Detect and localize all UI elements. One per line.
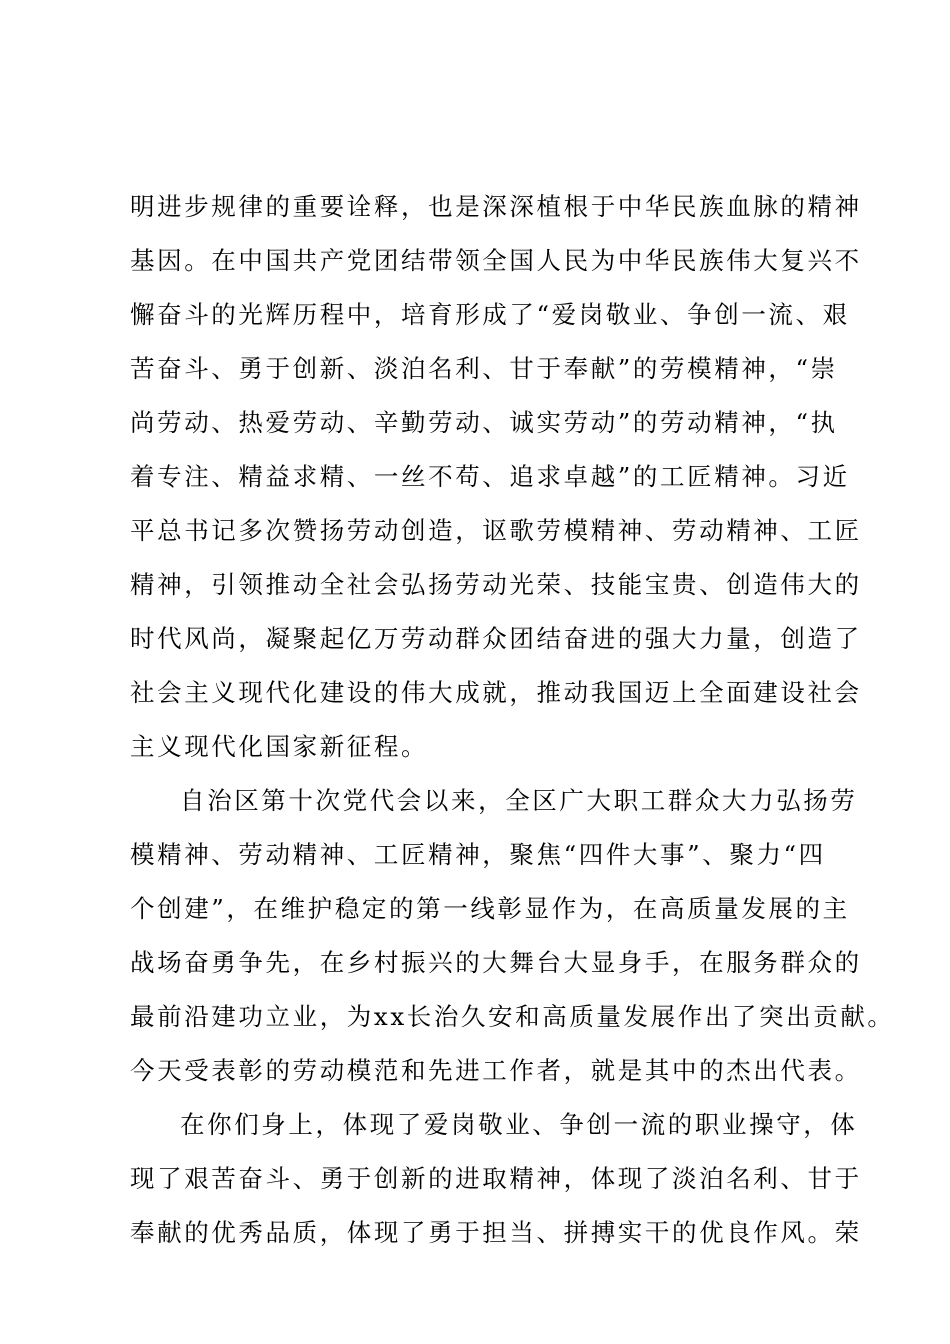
text-line: 尚劳动、热爱劳动、辛勤劳动、诚实劳动”的劳动精神，“执 — [130, 408, 838, 437]
text-line: 时代风尚，凝聚起亿万劳动群众团结奋进的强大力量，创造了 — [130, 624, 862, 653]
text-line: 最前沿建功立业，为xx长治久安和高质量发展作出了突出贡献。 — [130, 1002, 895, 1031]
text-line: 社会主义现代化建设的伟大成就，推动我国迈上全面建设社会 — [130, 678, 862, 707]
text-line: 精神，引领推动全社会弘扬劳动光荣、技能宝贵、创造伟大的 — [130, 570, 862, 599]
text-line: 个创建”，在维护稳定的第一线彰显作为，在高质量发展的主 — [130, 894, 850, 923]
text-line: 平总书记多次赞扬劳动创造，讴歌劳模精神、劳动精神、工匠 — [130, 516, 862, 545]
text-line: 奉献的优秀品质，体现了勇于担当、拼搏实干的优良作风。荣 — [130, 1218, 862, 1247]
text-line: 懈奋斗的光辉历程中，培育形成了“爱岗敬业、争创一流、艰 — [130, 300, 850, 329]
paragraph-2 — [130, 774, 895, 1098]
text-line: 模精神、劳动精神、工匠精神，聚焦“四件大事”、聚力“四 — [130, 840, 826, 869]
paragraph-3 — [130, 1098, 862, 1260]
body-text — [130, 180, 895, 1260]
text-line: 自治区第十次党代会以来，全区广大职工群众大力弘扬劳 — [180, 786, 858, 815]
text-line: 主义现代化国家新征程。 — [130, 732, 429, 761]
text-line: 苦奋斗、勇于创新、淡泊名利、甘于奉献”的劳模精神，“崇 — [130, 354, 838, 383]
text-line: 明进步规律的重要诠释，也是深深植根于中华民族血脉的精神 — [130, 192, 862, 221]
text-line: 现了艰苦奋斗、勇于创新的进取精神，体现了淡泊名利、甘于 — [130, 1164, 862, 1193]
paragraph-1 — [130, 180, 862, 774]
text-line: 着专注、精益求精、一丝不苟、追求卓越”的工匠精神。习近 — [130, 462, 850, 491]
text-line: 在你们身上，体现了爱岗敬业、争创一流的职业操守，体 — [180, 1110, 858, 1139]
text-line: 基因。在中国共产党团结带领全国人民为中华民族伟大复兴不 — [130, 246, 862, 275]
text-line: 今天受表彰的劳动模范和先进工作者，就是其中的杰出代表。 — [130, 1056, 862, 1085]
text-line: 战场奋勇争先，在乡村振兴的大舞台大显身手，在服务群众的 — [130, 948, 862, 977]
